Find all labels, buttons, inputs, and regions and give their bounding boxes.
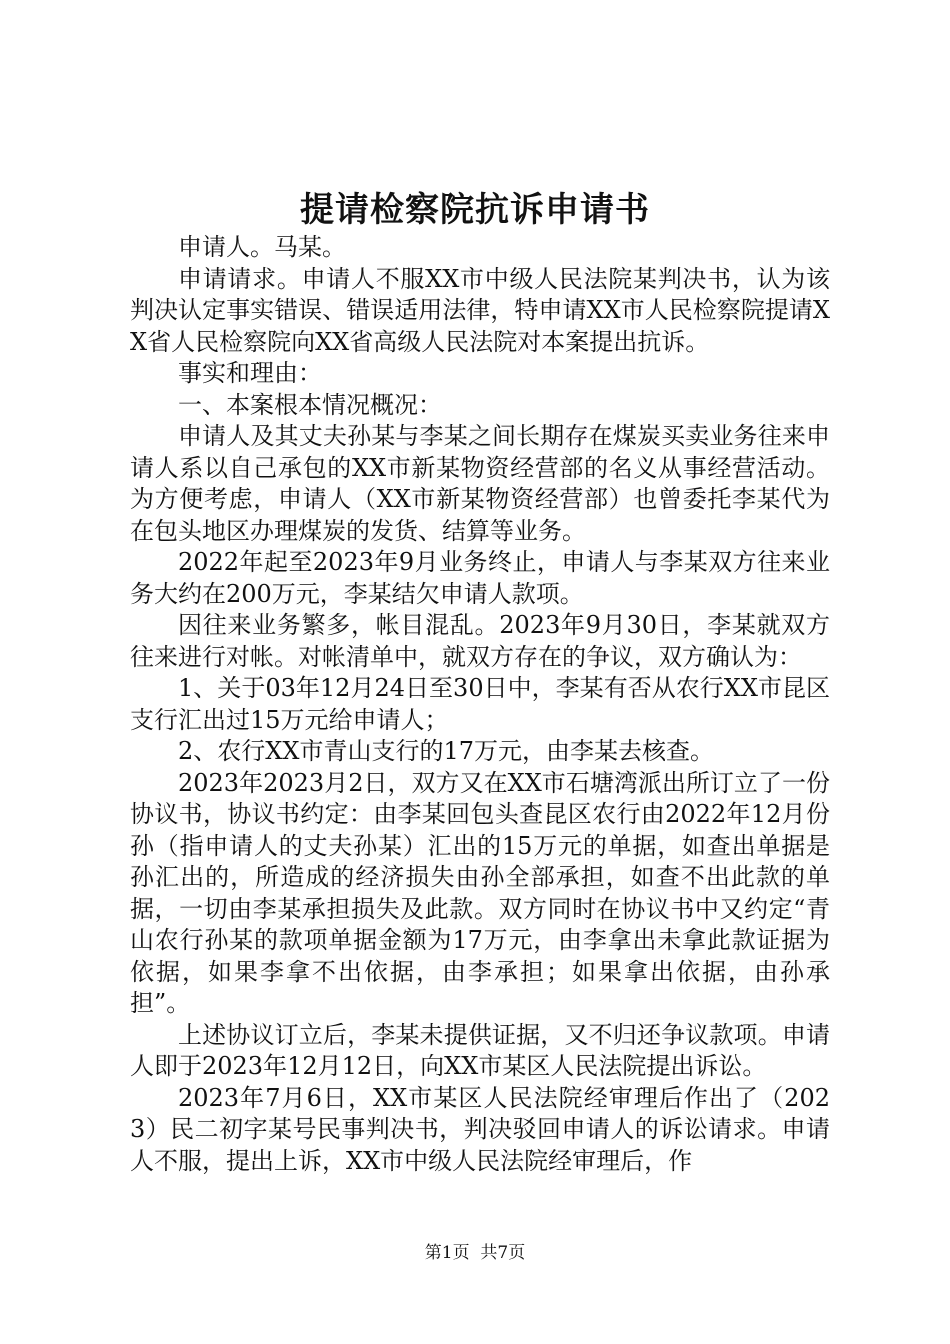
page-number: 第1页 共7页: [424, 1243, 526, 1263]
paragraph-agreement: 2023年2023月2日，双方又在XX市石塘湾派出所订立了一份协议书，协议书约定：由李某回包头查昆区农行由2022年12月份孙（指申请人的丈夫孙某）汇出的15万元的单据，如查出单据是孙汇出的，所造成的经济损失由孙全部承担，如查不出此款的单据，一切由李某承担损失及此款。双方同时在协议书中又约定“青山农行孙某的款项单据金额为17万元，由李拿出未拿此款证据为依据，如果李拿不出依据，由李承担；如果拿出依据，由孙承担”。: [130, 768, 830, 1017]
paragraph-judgment: 2023年7月6日，XX市某区人民法院经审理后作出了（2023）民二初字某号民事判决书，判决驳回申请人的诉讼请求。申请人不服，提出上诉，XX市中级人民法院经审理后，作: [130, 1083, 830, 1175]
paragraph-dispute-item-1: 1、关于03年12月24日至30日中，李某有否从农行XX市昆区支行汇出过15万元给申请人；: [130, 674, 830, 734]
paragraph-facts-heading: 事实和理由：: [178, 359, 322, 387]
paragraph-dispute-item-2: 2、农行XX市青山支行的17万元，由李某去核查。: [178, 737, 714, 765]
paragraph-reconciliation: 因往来业务繁多，帐目混乱。2023年9月30日，李某就双方往来进行对帐。对帐清单中，就双方存在的争议，双方确认为：: [130, 611, 830, 671]
paragraph-section-one-heading: 一、本案根本情况概况：: [178, 390, 442, 419]
paragraph-request: 申请请求。申请人不服XX市中级人民法院某判决书，认为该判决认定事实错误、错误适用法律，特申请XX市人民检察院提请XX省人民检察院向XX省高级人民法院对本案提出抗诉。: [130, 264, 830, 356]
paragraph-lawsuit: 上述协议订立后，李某未提供证据，又不归还争议款项。申请人即于2023年12月12日，向XX市某区人民法院提出诉讼。: [130, 1020, 830, 1080]
document-body: [130, 232, 830, 1177]
document-title: 提请检察院抗诉申请书: [300, 190, 650, 230]
paragraph-business-volume: 2022年起至2023年9月业务终止，申请人与李某双方往来业务大约在200万元，李某结欠申请人款项。: [130, 548, 830, 608]
paragraph-applicant: 申请人。马某。: [178, 233, 346, 261]
paragraph-background: 申请人及其丈夫孙某与李某之间长期存在煤炭买卖业务往来申请人系以自己承包的XX市新某物资经营部的名义从事经营活动。为方便考虑，申请人（XX市新某物资经营部）也曾委托李某代为在包头地区办理煤炭的发货、结算等业务。: [130, 422, 830, 545]
